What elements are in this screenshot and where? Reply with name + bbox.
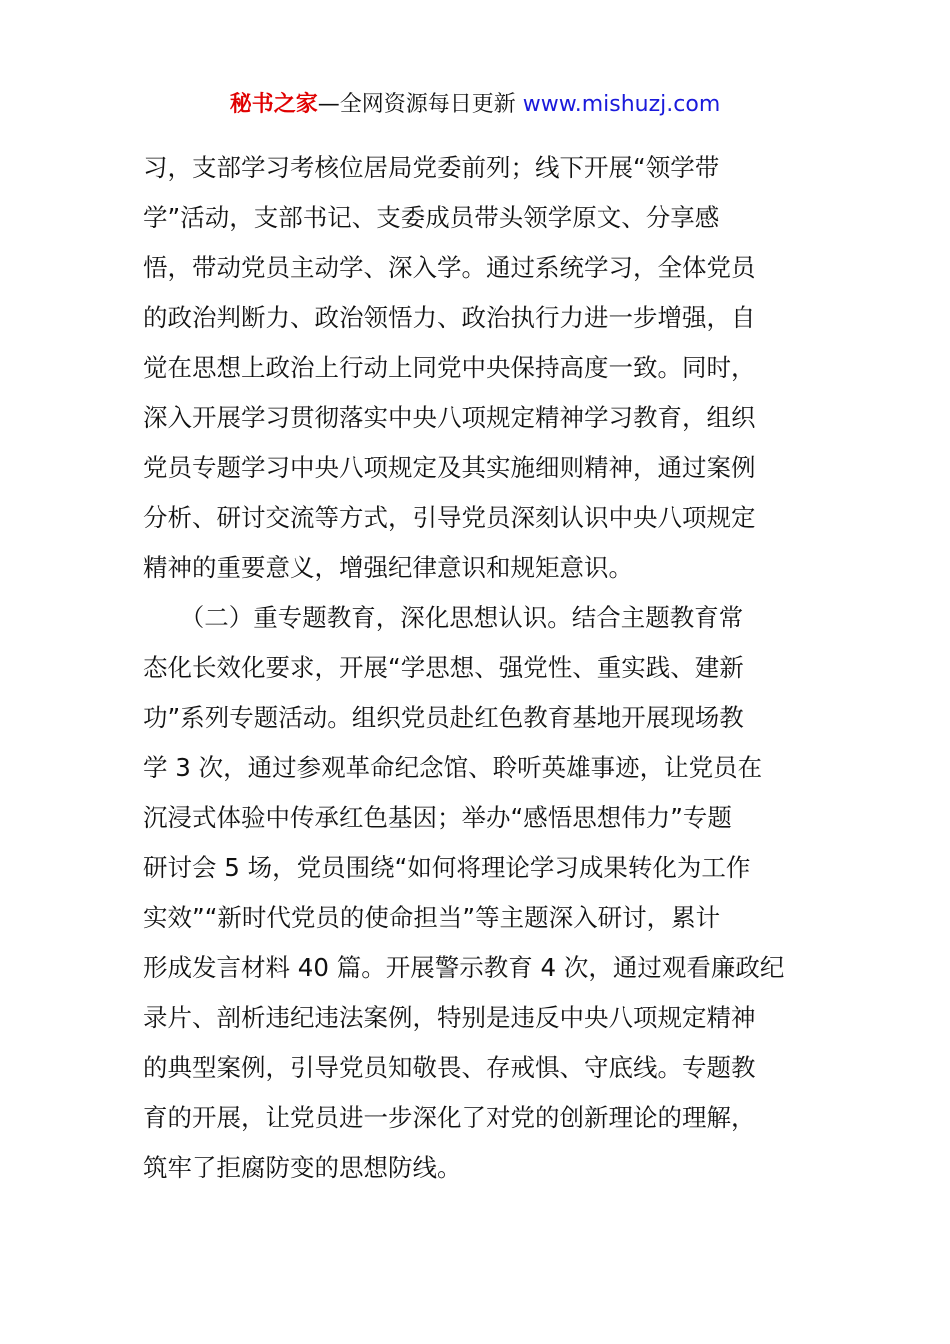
text-line: 的政治判断力、政治领悟力、政治执行力进一步增强，自 bbox=[143, 303, 756, 332]
text-line: 筑牢了拒腐防变的思想防线。 bbox=[143, 1153, 462, 1182]
text-line: 录片、剖析违纪违法案例，特别是违反中央八项规定精神 bbox=[143, 1003, 756, 1032]
text-line: 深入开展学习贯彻落实中央八项规定精神学习教育，组织 bbox=[143, 403, 756, 432]
page-header bbox=[0, 88, 950, 122]
text-line: 态化长效化要求，开展“学思想、强党性、重实践、建新 bbox=[143, 653, 744, 682]
text-line: 党员专题学习中央八项规定及其实施细则精神，通过案例 bbox=[143, 453, 756, 482]
text-line: 功”系列专题活动。组织党员赴红色教育基地开展现场教 bbox=[143, 703, 744, 732]
text-line: 学 3 次，通过参观革命纪念馆、聆听英雄事迹，让党员在 bbox=[143, 753, 763, 782]
text-line: 形成发言材料 40 篇。开展警示教育 4 次，通过观看廉政纪 bbox=[143, 953, 785, 982]
text-line: 实效”“新时代党员的使命担当”等主题深入研讨，累计 bbox=[143, 903, 721, 932]
header-url-link[interactable]: www.mishuzj.com bbox=[522, 92, 721, 117]
text-line: 悟，带动党员主动学、深入学。通过系统学习，全体党员 bbox=[143, 253, 756, 282]
header-tagline: —全网资源每日更新 bbox=[317, 92, 516, 117]
text-line: （二）重专题教育，深化思想认识。结合主题教育常 bbox=[143, 603, 744, 632]
text-line: 精神的重要意义，增强纪律意识和规矩意识。 bbox=[143, 553, 633, 582]
header-brand: 秘书之家 bbox=[229, 92, 318, 117]
text-line: 觉在思想上政治上行动上同党中央保持高度一致。同时， bbox=[143, 353, 756, 382]
text-line: 沉浸式体验中传承红色基因；举办“感悟思想伟力”专题 bbox=[143, 803, 732, 832]
text-line: 学”活动，支部书记、支委成员带头领学原文、分享感 bbox=[143, 203, 720, 232]
document-body bbox=[143, 143, 807, 1193]
text-line: 育的开展，让党员进一步深化了对党的创新理论的理解， bbox=[143, 1103, 756, 1132]
text-line: 分析、研讨交流等方式，引导党员深刻认识中央八项规定 bbox=[143, 503, 756, 532]
text-line: 研讨会 5 场，党员围绕“如何将理论学习成果转化为工作 bbox=[143, 853, 751, 882]
text-line: 习，支部学习考核位居局党委前列；线下开展“领学带 bbox=[143, 153, 720, 182]
text-line: 的典型案例，引导党员知敬畏、存戒惧、守底线。专题教 bbox=[143, 1053, 756, 1082]
